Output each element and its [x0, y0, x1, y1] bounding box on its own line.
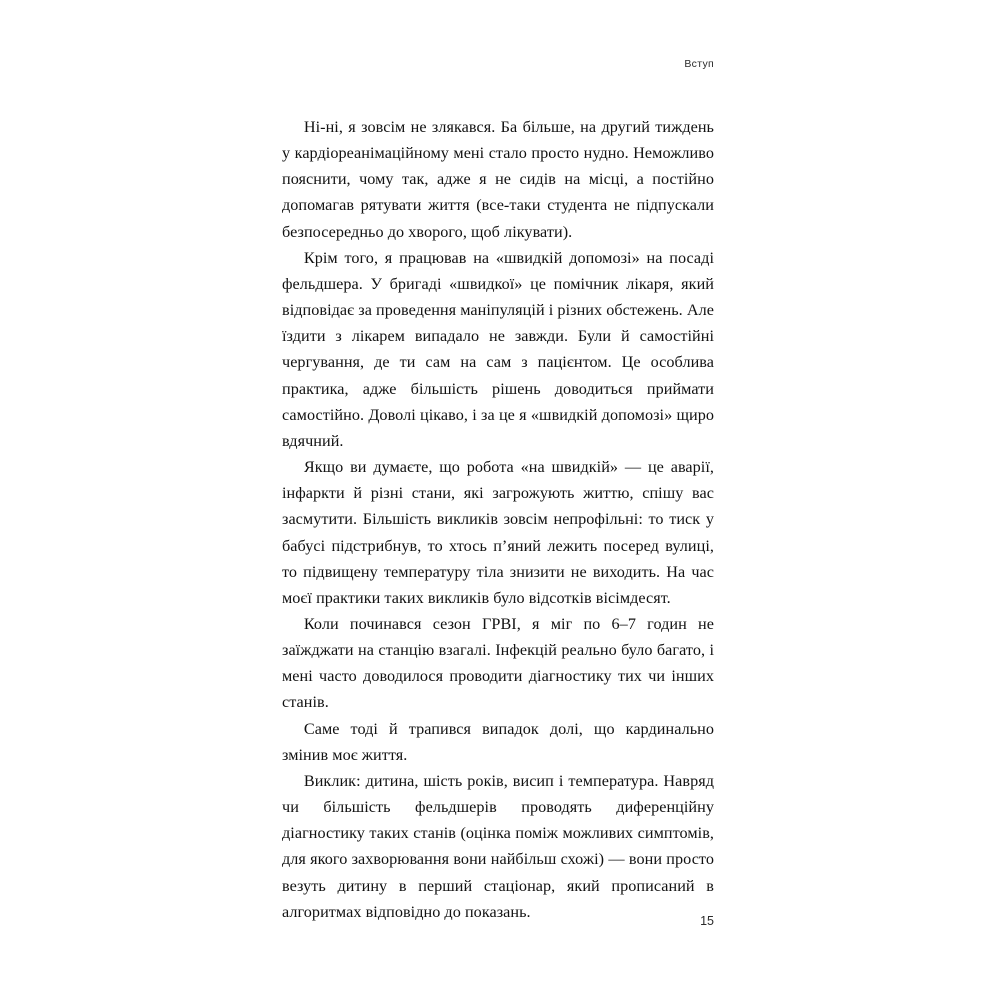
- paragraph: Ні-ні, я зовсім не злякався. Ба більше, на другий тиждень у кардіореанімаційному мені стало просто нудно. Неможливо пояснити, чому так, адже я не сидів на місці, а постійно допомагав рятувати життя (все-таки студента не підпускали безпосередньо до хворого, щоб лікувати).: [282, 118, 714, 241]
- paragraph: Крім того, я працював на «швидкій допомозі» на посаді фельдшера. У бригаді «швидкої» це помічник лікаря, який відповідає за проведення маніпуляцій і різних обстежень. Але їздити з лікарем випадало не завжди. Були й самостійні чергування, де ти сам на сам з пацієнтом. Це особлива практика, адже більшість рішень доводиться приймати самостійно. Доволі цікаво, і за це я «швидкій допомозі» щиро вдячний.: [282, 248, 714, 450]
- paragraph: Якщо ви думаєте, що робота «на швидкій» — це аварії, інфаркти й різні стани, які загрожують життю, спішу вас засмутити. Більшість викликів зовсім непрофільні: то тиск у бабусі підстрибнув, то хтось п’яний лежить посеред вулиці, то підвищену температуру тіла знизити не виходить. На час моєї практики таких викликів було відсотків вісімдесят.: [282, 458, 714, 607]
- paragraph: Коли починався сезон ГРВІ, я міг по 6–7 годин не заїжджати на станцію взагалі. Інфекцій реально було багато, і мені часто доводилося проводити діагностику тих чи інших станів.: [282, 614, 714, 712]
- body-text: [282, 114, 714, 925]
- running-head: Вступ: [684, 58, 714, 70]
- paragraph: Виклик: дитина, шість років, висип і температура. Навряд чи більшість фельдшерів проводять диференційну діагностику таких станів (оцінка поміж можливих симптомів, для якого захворювання вони найбільш схожі) — вони просто везуть дитину в перший стаціонар, який прописаний в алгоритмах відповідно до показань.: [282, 771, 714, 921]
- page-content-area: [282, 58, 714, 948]
- paragraph: Саме тоді й трапився випадок долі, що кардинально змінив моє життя.: [282, 719, 714, 764]
- page-number: 15: [700, 914, 714, 928]
